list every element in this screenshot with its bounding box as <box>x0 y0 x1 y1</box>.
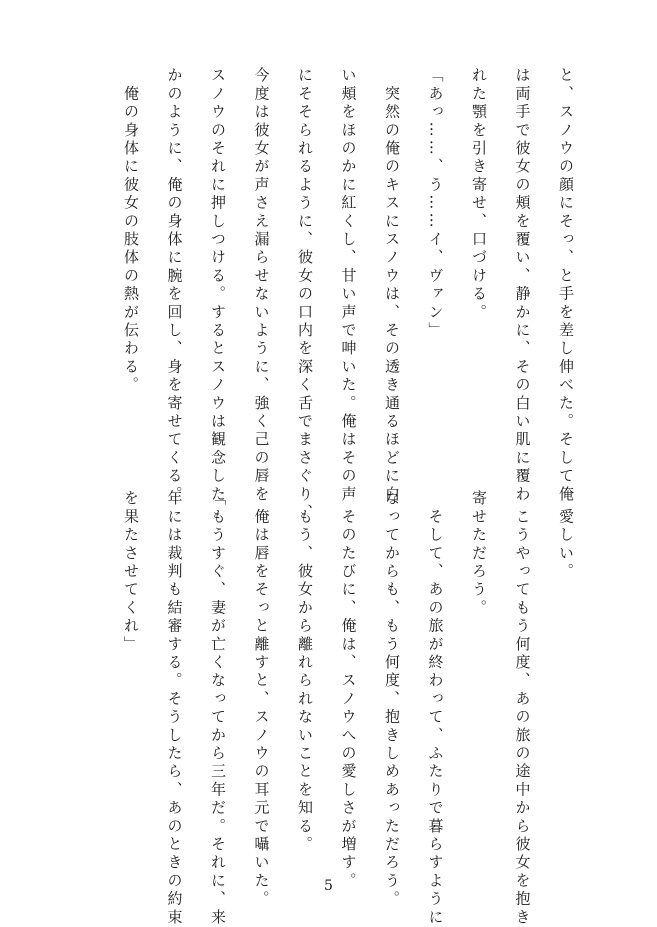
text-line: こうやってもう何度、あの旅の途中から彼女を抱き <box>513 490 532 927</box>
page-number: 5 <box>324 878 333 894</box>
text-line: 年には裁判も結審する。そうしたら、あのときの約束 <box>165 490 184 927</box>
text-line: そのたびに、俺は、スノウへの愛しさが増す。 <box>339 490 358 891</box>
text-line: 今度は彼女が声さえ漏らせないように、強く己の唇を <box>252 67 271 504</box>
upper-text-block <box>109 67 588 522</box>
text-line: と、スノウの顔にそっ、と手を差し伸べた。そして俺 <box>557 67 575 504</box>
text-line: かのように、俺の身体に腕を回し、身を寄せてくる。 <box>165 67 184 504</box>
text-line: スノウのそれに押しつける。するとスノウは観念した <box>209 67 227 504</box>
lower-text-block <box>109 490 588 927</box>
text-line: 愛しい。 <box>557 490 575 581</box>
text-line: 突然の俺のキスにスノウは、その透き通るほどに白 <box>383 67 401 504</box>
text-line: 俺は唇をそっと離すと、スノウの耳元で囁いた。 <box>252 490 271 909</box>
text-line: い頬をほのかに紅くし、甘い声で呻いた。俺はその声 <box>339 67 358 504</box>
text-line: れた顎を引き寄せ、口づける。 <box>470 67 488 322</box>
text-line: 俺の身体に彼女の肢体の熱が伝わる。 <box>122 67 140 395</box>
text-line: もう、彼女から離れられないことを知る。 <box>296 490 314 854</box>
text-line: にそそられるように、彼女の口内を深く舌でまさぐり、 <box>296 67 314 522</box>
text-line: 「もうすぐ、妻が亡くなってから三年だ。それに、来 <box>209 490 227 927</box>
text-line: 寄せただろう。 <box>470 490 488 618</box>
text-line: なってからも、もう何度、抱きしめあっただろう。 <box>383 490 401 909</box>
text-line: そして、あの旅が終わって、ふたりで暮らすように <box>426 490 445 927</box>
text-line: 「あっ……、う……イ、ヴァン」 <box>426 67 445 340</box>
text-line: は両手で彼女の頬を覆い、静かに、その白い肌に覆わ <box>513 67 532 504</box>
text-line: を果たさせてくれ」 <box>122 490 140 654</box>
